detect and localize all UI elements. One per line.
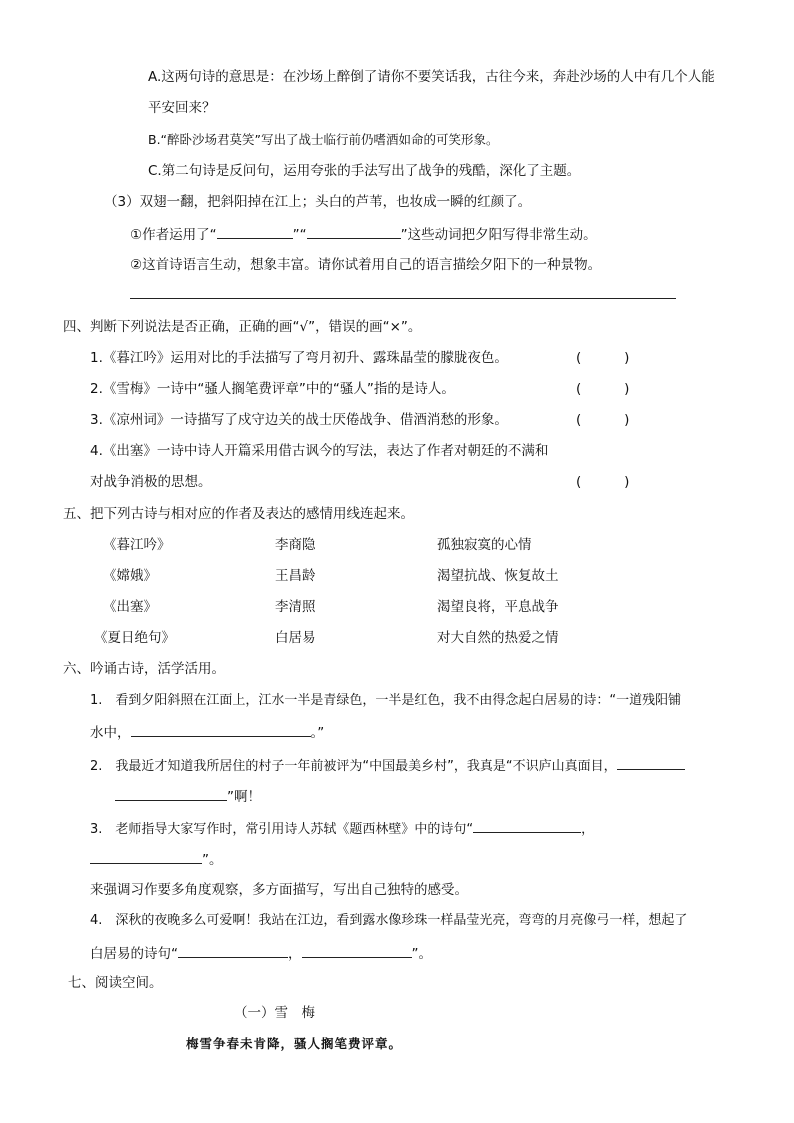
- answer-blank-q2a[interactable]: [617, 755, 685, 770]
- recite-q3-line2: [90, 849, 223, 869]
- option-a-line1: A.这两句诗的意思是：在沙场上醉倒了请你不要笑话我，古往今来，奔赴沙场的人中有几个人能: [148, 69, 715, 85]
- poem-name: 《嫦娥》: [103, 568, 157, 584]
- feeling-text: 渴望良将，平息战争: [437, 599, 559, 615]
- option-c: C.第二句诗是反问句，运用夸张的手法写出了战争的残酷，深化了主题。: [148, 163, 581, 179]
- judge-item-3: 3.《凉州词》一诗描写了戍守边关的战士厌倦战争、借酒消愁的形象。: [90, 412, 508, 428]
- recite-q3-line3: 来强调习作要多角度观察，多方面描写，写出自己独特的感受。: [90, 882, 468, 898]
- section-6-title: 六、吟诵古诗，活学活用。: [63, 661, 225, 677]
- reading-poem-line: 梅雪争春未肯降，骚人搁笔费评章。: [186, 1036, 403, 1051]
- q3-text-comma: ，: [581, 822, 595, 837]
- author-name: 李清照: [275, 599, 316, 615]
- judge-paren-2[interactable]: ( ): [576, 381, 630, 397]
- recite-q2-line1: [90, 755, 685, 776]
- poem-name: 《暮江吟》: [103, 537, 171, 553]
- author-name: 李商隐: [275, 537, 316, 553]
- judge-item-4-line2: 对战争消极的思想。: [90, 474, 212, 490]
- section-7-title: 七、阅读空间。: [68, 975, 163, 991]
- judge-item-2: 2.《雪梅》一诗中“骚人搁笔费评章”中的“骚人”指的是诗人。: [90, 381, 455, 397]
- q2-text-end: ”啊！: [227, 789, 261, 805]
- sub-question-3: （3）双翅一翻，把斜阳掉在江上；头白的芦苇，也妆成一瞬的红颜了。: [104, 194, 532, 210]
- sub-question-3-part1: [130, 224, 597, 244]
- option-a-line2: 平安回来？: [148, 100, 216, 116]
- answer-blank-q4b[interactable]: [302, 943, 412, 958]
- poem-name: 《夏日绝句》: [94, 630, 175, 646]
- option-b: B.“醉卧沙场君莫笑”写出了战士临行前仍嗜酒如命的可笑形象。: [148, 132, 499, 147]
- section-5-title: 五、把下列古诗与相对应的作者及表达的感情用线连起来。: [63, 506, 414, 522]
- judge-item-1: 1.《暮江吟》运用对比的手法描写了弯月初升、露珠晶莹的朦胧夜色。: [90, 350, 508, 366]
- answer-blank-q3b[interactable]: [90, 849, 202, 864]
- answer-line-scenery[interactable]: [130, 298, 676, 299]
- answer-blank-q1[interactable]: [131, 722, 311, 737]
- author-name: 王昌龄: [275, 568, 316, 584]
- author-name: 白居易: [275, 630, 316, 646]
- judge-paren-3[interactable]: ( ): [576, 412, 630, 428]
- recite-q2-line2: [115, 786, 261, 806]
- q4-text-a: 白居易的诗句“: [90, 946, 178, 962]
- q1-text: 水中，: [90, 725, 131, 741]
- feeling-text: 渴望抗战、恢复故土: [437, 568, 559, 584]
- answer-blank-verb-2[interactable]: [307, 224, 401, 239]
- q3-text: 3. 老师指导大家写作时，常引用诗人苏轼《题西林壁》中的诗句“: [90, 822, 474, 837]
- answer-blank-q3a[interactable]: [473, 818, 581, 833]
- q1-text-end: 。”: [310, 725, 325, 741]
- q3-text-end: ”。: [202, 852, 223, 868]
- section-4-title: 四、判断下列说法是否正确，正确的画“√”，错误的画“×”。: [63, 319, 422, 335]
- part1-text-c: ”这些动词把夕阳写得非常生动。: [400, 227, 597, 243]
- judge-paren-4[interactable]: ( ): [576, 474, 630, 490]
- part1-text-a: ①作者运用了“: [130, 227, 217, 243]
- part1-text-b: ”“: [292, 227, 307, 243]
- judge-paren-1[interactable]: ( ): [576, 350, 630, 366]
- recite-q1-line1: 1. 看到夕阳斜照在江面上，江水一半是青绿色，一半是红色，我不由得念起白居易的诗：“一道残阳铺: [90, 693, 682, 708]
- q2-text: 2. 我最近才知道我所居住的村子一年前被评为“中国最美乡村”，我真是“不识庐山真面目，: [90, 759, 617, 774]
- poem-name: 《出塞》: [103, 599, 157, 615]
- reading-poem-title: （一）雪 梅: [234, 1005, 315, 1021]
- answer-blank-q2b[interactable]: [115, 786, 227, 801]
- sub-question-3-part2: ②这首诗语言生动，想象丰富。请你试着用自己的语言描绘夕阳下的一种景物。: [130, 257, 602, 273]
- recite-q3-line1: [90, 818, 594, 839]
- feeling-text: 孤独寂寞的心情: [437, 537, 532, 553]
- recite-q4-line2: [90, 943, 432, 963]
- recite-q4-line1: 4. 深秋的夜晚多么可爱啊！我站在江边，看到露水像珍珠一样晶莹光亮，弯弯的月亮像弓一样，想起了: [90, 913, 688, 928]
- answer-blank-verb-1[interactable]: [217, 224, 293, 239]
- judge-item-4: 4.《出塞》一诗中诗人开篇采用借古讽今的写法，表达了作者对朝廷的不满和: [90, 443, 549, 459]
- answer-blank-q4a[interactable]: [178, 943, 288, 958]
- q4-text-b: ，: [288, 946, 302, 962]
- feeling-text: 对大自然的热爱之情: [437, 630, 559, 646]
- q4-text-c: ”。: [411, 946, 432, 962]
- recite-q1-line2: [90, 722, 324, 742]
